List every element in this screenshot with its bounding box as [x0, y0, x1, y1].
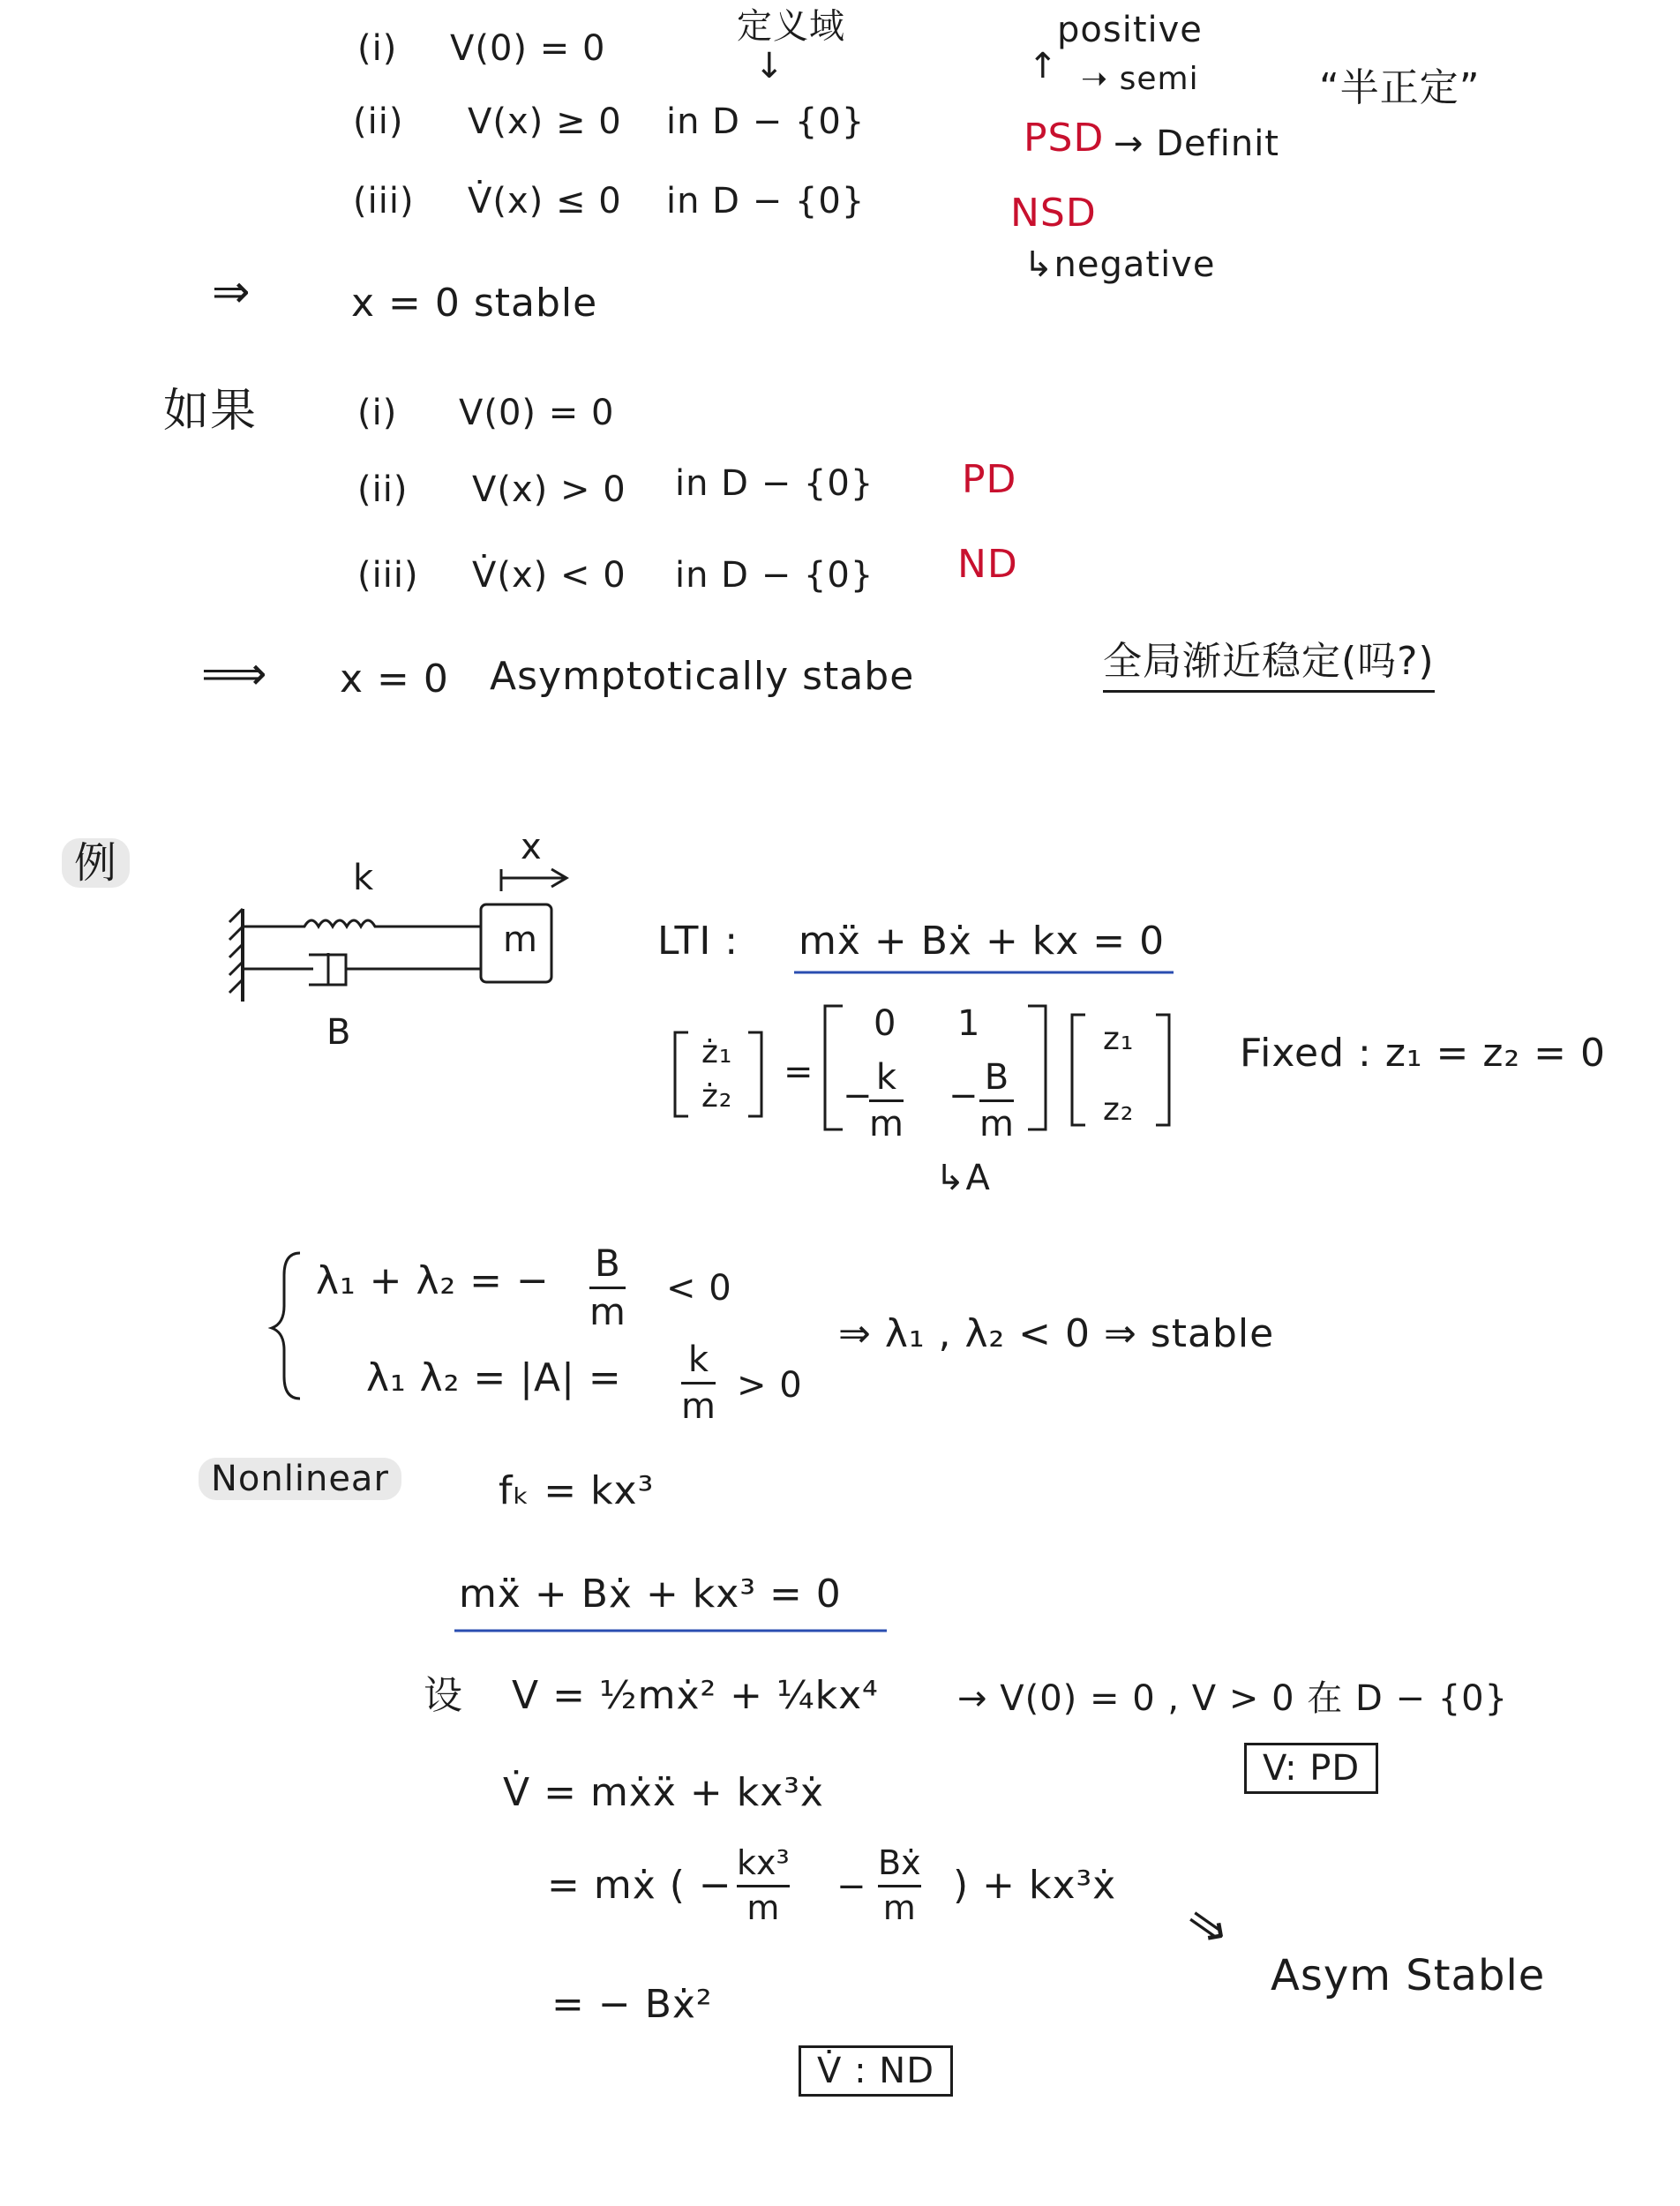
negative-note: ↳negative	[1024, 244, 1216, 285]
vdot-nd-box: V̇ : ND	[799, 2045, 953, 2097]
asym-cond2-domain: in D − {0}	[675, 463, 874, 504]
cond3: V̇(x) ≤ 0	[468, 181, 622, 221]
final-conclusion: Asym Stable	[1271, 1951, 1546, 2000]
if-label: 如果	[163, 385, 258, 438]
half-definite-note: “半正定”	[1319, 65, 1481, 110]
lti-label: LTI :	[657, 919, 739, 964]
cond2-number: (ii)	[353, 101, 404, 142]
lyapunov-properties: → V(0) = 0 , V > 0 在 D − {0}	[957, 1678, 1509, 1719]
asym-cond3-number: (iii)	[357, 555, 419, 596]
asym-cond2-number: (ii)	[357, 469, 409, 510]
domain-arrow: ↓	[754, 46, 785, 86]
asym-cond1: V(0) = 0	[459, 393, 615, 433]
cond2-domain: in D − {0}	[666, 101, 866, 142]
vdot-line3: = − Bẋ²	[551, 1982, 713, 2027]
asym-cond3: V̇(x) < 0	[472, 555, 626, 596]
asym-cond1-number: (i)	[357, 393, 398, 433]
eig-product-sign: > 0	[737, 1365, 803, 1406]
eig-product-fraction: k m	[681, 1339, 716, 1427]
positive-note: positive	[1057, 10, 1203, 50]
state-z1-dot: ż₁	[701, 1034, 733, 1070]
positive-arrow: ↑	[1028, 46, 1059, 86]
mass-label: m	[503, 919, 538, 960]
vdot-fraction-2: Bẋ m	[878, 1843, 921, 1927]
global-asym-note: 全局渐近稳定(吗?)	[1103, 642, 1435, 693]
definite-note: → Definit	[1114, 124, 1279, 164]
state-eq-sign: =	[784, 1052, 814, 1092]
cond1-number: (i)	[357, 28, 398, 69]
vdot-line2-end: ) + kx³ẋ	[953, 1863, 1117, 1908]
asym-implies-arrow: ⟹	[201, 648, 268, 701]
asym-cond2: V(x) > 0	[472, 469, 626, 510]
a11: 0	[874, 1003, 897, 1044]
a22-minus: −	[949, 1076, 979, 1116]
cond3-number: (iii)	[353, 181, 415, 221]
lti-equation: mẍ + Bẋ + kx = 0	[799, 919, 1166, 964]
nd-label: ND	[957, 542, 1018, 587]
psd-label: PSD	[1024, 116, 1105, 161]
nonlinear-label: Nonlinear	[199, 1458, 401, 1500]
nsd-label: NSD	[1010, 191, 1097, 236]
vdot-line2-start: = mẋ ( −	[547, 1863, 732, 1908]
vdot-fraction-1: kx³ m	[737, 1843, 790, 1927]
fixed-point: Fixed : z₁ = z₂ = 0	[1240, 1031, 1606, 1076]
final-implies-arrow: ⇒	[1174, 1890, 1242, 1962]
v-pd-box: V: PD	[1244, 1743, 1378, 1794]
pd-label: PD	[962, 457, 1017, 502]
a21-fraction: k m	[869, 1057, 904, 1144]
eig-sum-sign: < 0	[666, 1268, 732, 1309]
cond3-domain: in D − {0}	[666, 181, 866, 221]
semi-note: ➝ semi	[1081, 61, 1199, 97]
damper-label: B	[326, 1012, 352, 1053]
cond2: V(x) ≥ 0	[468, 101, 622, 142]
asym-conclusion: Asymptotically stabe	[490, 654, 915, 699]
eig-product: λ₁ λ₂ = |A| =	[366, 1355, 622, 1400]
domain-note: 定义域	[737, 6, 845, 47]
nonlinear-equation: mẍ + Bẋ + kx³ = 0	[459, 1572, 842, 1617]
cond1: V(0) = 0	[450, 28, 606, 69]
a12: 1	[957, 1003, 981, 1044]
a21-minus: −	[843, 1076, 874, 1116]
lyapunov-candidate: V = ½mẋ² + ¼kx⁴	[512, 1673, 879, 1718]
state-z2: z₂	[1103, 1092, 1135, 1128]
eigen-conclusion: ⇒ λ₁ , λ₂ < 0 ⇒ stable	[838, 1311, 1275, 1356]
example-label: 例	[62, 838, 130, 888]
state-z1: z₁	[1103, 1021, 1135, 1057]
let-label: 设	[424, 1673, 463, 1718]
vdot-line1: V̇ = mẋẍ + kx³ẋ	[503, 1770, 824, 1815]
vdot-line2-minus: −	[836, 1866, 867, 1907]
stable-conclusion: x = 0 stable	[351, 281, 598, 326]
implies-arrow: ⇒	[212, 266, 251, 319]
a-matrix-pointer: ↳A	[935, 1158, 991, 1198]
eig-sum-fraction: B m	[589, 1242, 626, 1334]
asym-x-zero: x = 0	[340, 657, 449, 702]
a22-fraction: B m	[979, 1057, 1014, 1144]
state-z2-dot: ż₂	[701, 1078, 733, 1114]
nonlinear-force: fₖ = kx³	[499, 1468, 655, 1513]
asym-cond3-domain: in D − {0}	[675, 555, 874, 596]
eig-sum: λ₁ + λ₂ = −	[316, 1258, 550, 1303]
spring-label: k	[353, 858, 375, 898]
displacement-label: x	[521, 827, 543, 867]
